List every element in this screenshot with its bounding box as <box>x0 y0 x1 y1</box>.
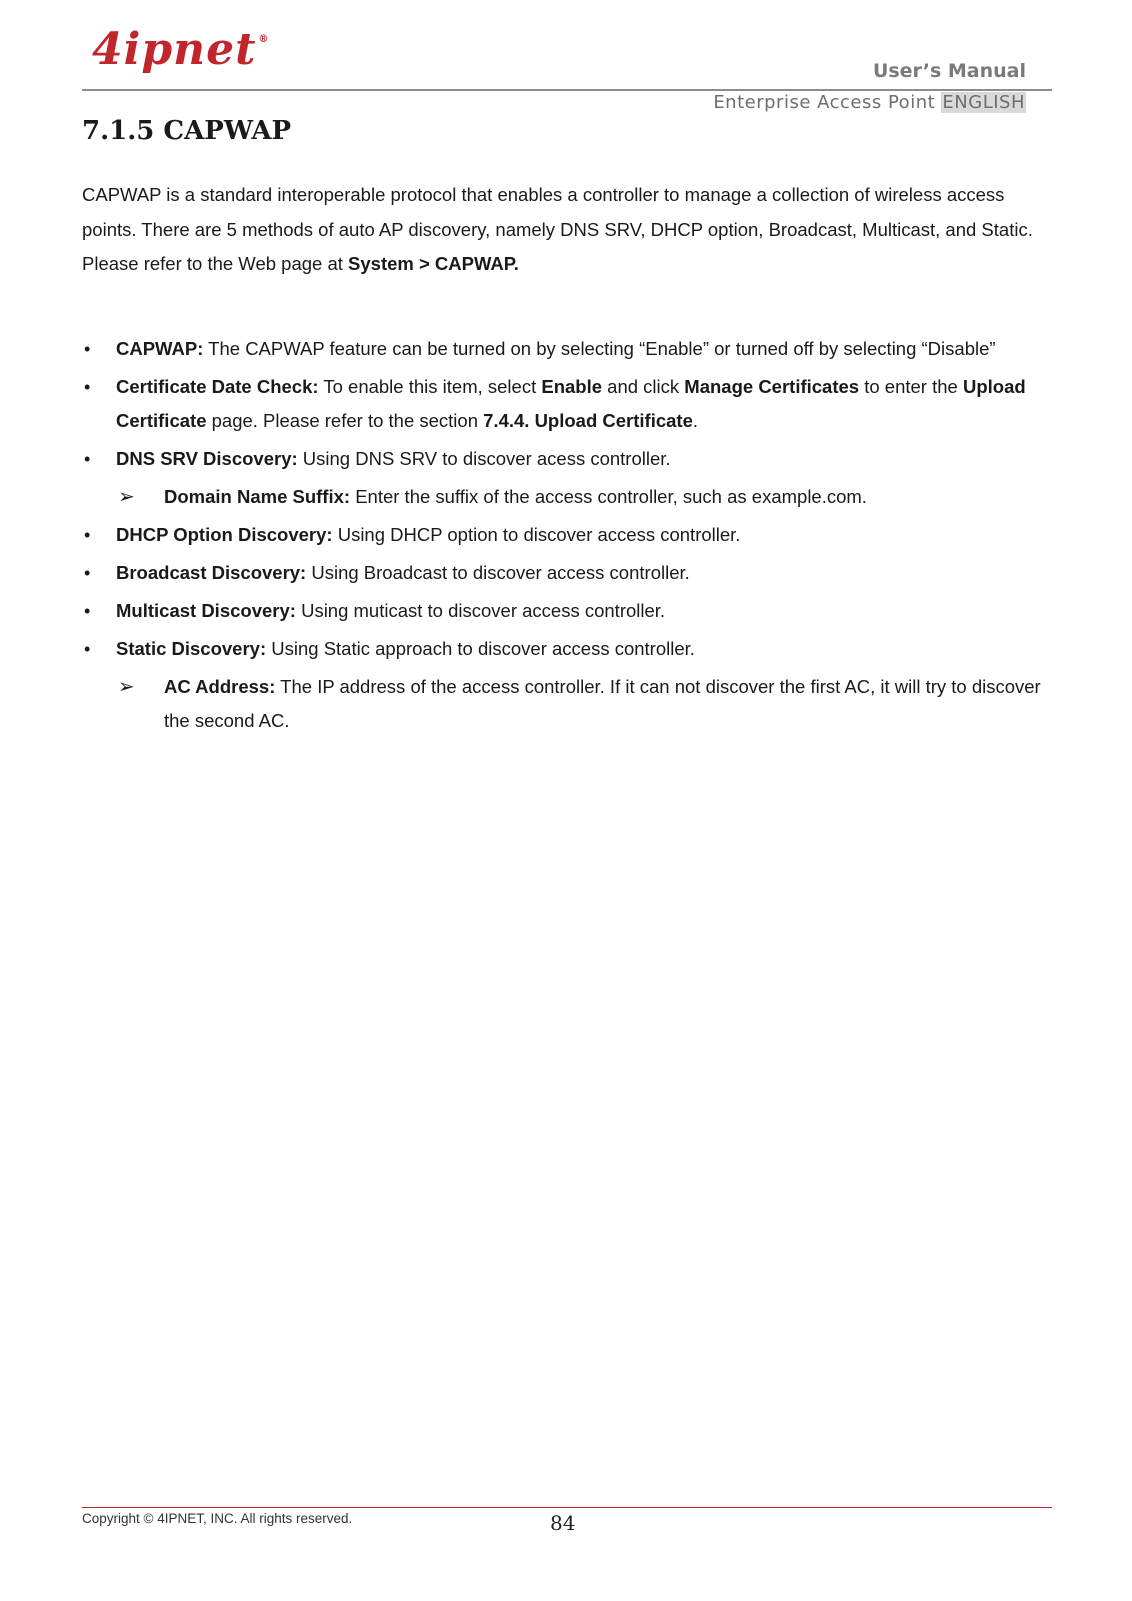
manual-title: User’s Manual <box>872 60 1026 82</box>
product-name: Enterprise Access Point <box>713 92 936 113</box>
list-item-multicast-discovery: • Multicast Discovery: Using muticast to discover access controller. <box>82 594 1042 628</box>
sub-item-domain-name-suffix: ➢ Domain Name Suffix: Enter the suffix of the access controller, such as example.com. <box>82 480 1042 514</box>
feature-list <box>82 332 1042 738</box>
intro-paragraph: CAPWAP is a standard interoperable protocol that enables a controller to manage a collection of wireless access points. There are 5 methods of auto AP discovery, namely DNS SRV, DHCP option, Broadcast, Multicast, and Static. Please refer to the Web page at System > CAPWAP. <box>82 184 1033 274</box>
footer-divider <box>82 1507 1052 1508</box>
sub-item-ac-address: ➢ AC Address: The IP address of the access controller. If it can not discover the first AC, it will try to discover the second AC. <box>82 670 1042 738</box>
bullet-dot-icon: • <box>84 639 91 659</box>
menu-path: System > CAPWAP. <box>348 253 519 274</box>
brand-logo: 4ipnet ® <box>92 24 270 75</box>
copyright-notice: Copyright © 4IPNET, INC. All rights reserved. <box>82 1511 353 1526</box>
bullet-dot-icon: • <box>84 449 91 469</box>
arrow-bullet-icon: ➢ <box>118 486 135 508</box>
language-label: ENGLISH <box>942 92 1025 113</box>
registered-mark: ® <box>258 34 270 45</box>
bullet-dot-icon: • <box>84 601 91 621</box>
list-item-capwap: • CAPWAP: The CAPWAP feature can be turned on by selecting “Enable” or turned off by selecting “Disable” <box>82 332 1042 366</box>
bullet-dot-icon: • <box>84 377 91 397</box>
list-item-dhcp-option-discovery: • DHCP Option Discovery: Using DHCP option to discover access controller. <box>82 518 1042 552</box>
section-heading: 7.1.5 CAPWAP <box>82 116 292 146</box>
manual-subtitle <box>713 92 1026 113</box>
list-item-broadcast-discovery: • Broadcast Discovery: Using Broadcast to discover access controller. <box>82 556 1042 590</box>
page-number: 84 <box>550 1511 576 1535</box>
bullet-dot-icon: • <box>84 563 91 583</box>
list-item-dns-srv-discovery: • DNS SRV Discovery: Using DNS SRV to discover acess controller. <box>82 442 1042 476</box>
list-item-static-discovery: • Static Discovery: Using Static approach to discover access controller. <box>82 632 1042 666</box>
bullet-dot-icon: • <box>84 339 91 359</box>
header-divider <box>82 89 1052 91</box>
list-item-certificate-date-check: • Certificate Date Check: To enable this item, select Enable and click Manage Certificates to enter the Upload Certificate page. Please refer to the section 7.4.4. Upload Certificate. <box>82 370 1042 438</box>
bullet-dot-icon: • <box>84 525 91 545</box>
arrow-bullet-icon: ➢ <box>118 676 135 698</box>
